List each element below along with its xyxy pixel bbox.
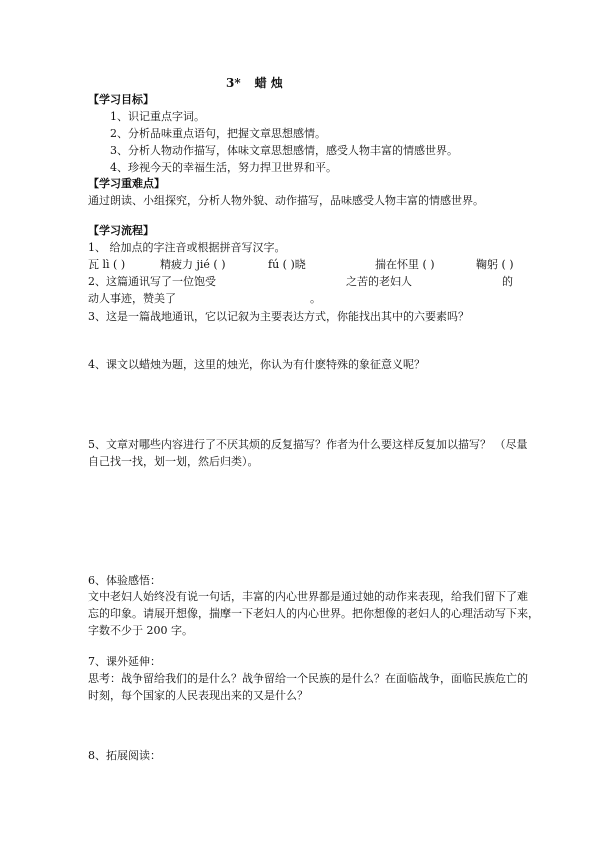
process-header: 【学习流程】 bbox=[88, 224, 154, 237]
goal-item-4: 4、珍视今天的幸福生活，努力捍卫世界和平。 bbox=[110, 161, 337, 174]
lesson-number: 3* bbox=[226, 76, 241, 90]
question-5-line-2: 自己找一找，划一划，然后归类）。 bbox=[88, 455, 259, 468]
focus-header: 【学习重难点】 bbox=[88, 177, 165, 190]
question-2-part-d: 动人事迹，赞美了 bbox=[88, 292, 176, 305]
question-7-title: 7、课外延伸： bbox=[88, 655, 161, 668]
question-1: 1、 给加点的字注音或根据拼音写汉字。 bbox=[88, 241, 286, 254]
question-6-line-1: 文中老妇人始终没有说一句话，丰富的内心世界都是通过她的动作来表现，给我们留下了难 bbox=[88, 590, 528, 603]
fill-item-3: fú ( )晓 bbox=[268, 258, 306, 271]
focus-text: 通过朗读、小组探究，分析人物外貌、动作描写，品味感受人物丰富的情感世界。 bbox=[88, 194, 484, 207]
question-6-line-3: 字数不少于 200 字。 bbox=[88, 624, 193, 637]
fill-item-4: 揣在怀里 ( ) bbox=[375, 258, 435, 271]
fill-item-2: 精疲力 jié ( ) bbox=[160, 258, 226, 271]
question-8-title: 8、拓展阅读： bbox=[88, 749, 161, 762]
question-5-line-1: 5、文章对哪些内容进行了不厌其烦的反复描写？作者为什么要这样反复加以描写？ （尽量 bbox=[88, 438, 528, 451]
question-2-part-a: 2、这篇通讯写了一位饱受 bbox=[88, 275, 216, 288]
question-7-line-2: 时刻，每个国家的人民表现出来的又是什么？ bbox=[88, 689, 308, 702]
question-3: 3、这是一篇战地通讯，它以记叙为主要表达方式，你能找出其中的六要素吗？ bbox=[88, 310, 469, 323]
question-7-line-1: 思考：战争留给我们的是什么？战争留给一个民族的是什么？在面临战争，面临民族危亡的 bbox=[88, 672, 528, 685]
fill-item-1: 瓦 lì ( ) bbox=[88, 258, 126, 271]
question-6-line-2: 忘的印象。请展开想像，揣摩一下老妇人的内心世界。把你想像的老妇人的心理活动写下来， bbox=[88, 607, 539, 620]
lesson-name: 蜡 烛 bbox=[254, 76, 283, 90]
goal-item-3: 3、分析人物动作描写，体味文章思想感情，感受人物丰富的情感世界。 bbox=[110, 144, 458, 157]
question-4: 4、课文以蜡烛为题，这里的烛光，你认为有什麽特殊的象征意义呢？ bbox=[88, 358, 425, 371]
question-2-part-e: 。 bbox=[310, 292, 321, 305]
question-6-title: 6、体验感悟： bbox=[88, 574, 161, 587]
question-2-part-c: 的 bbox=[502, 275, 513, 288]
question-2-part-b: 之苦的老妇人 bbox=[346, 275, 412, 288]
page-title bbox=[226, 74, 297, 91]
goals-header: 【学习目标】 bbox=[88, 93, 154, 106]
goal-item-2: 2、分析品味重点语句，把握文章思想感情。 bbox=[110, 127, 326, 140]
goal-item-1: 1、识记重点字词。 bbox=[110, 110, 205, 123]
fill-item-5: 鞠躬 ( ) bbox=[476, 258, 514, 271]
